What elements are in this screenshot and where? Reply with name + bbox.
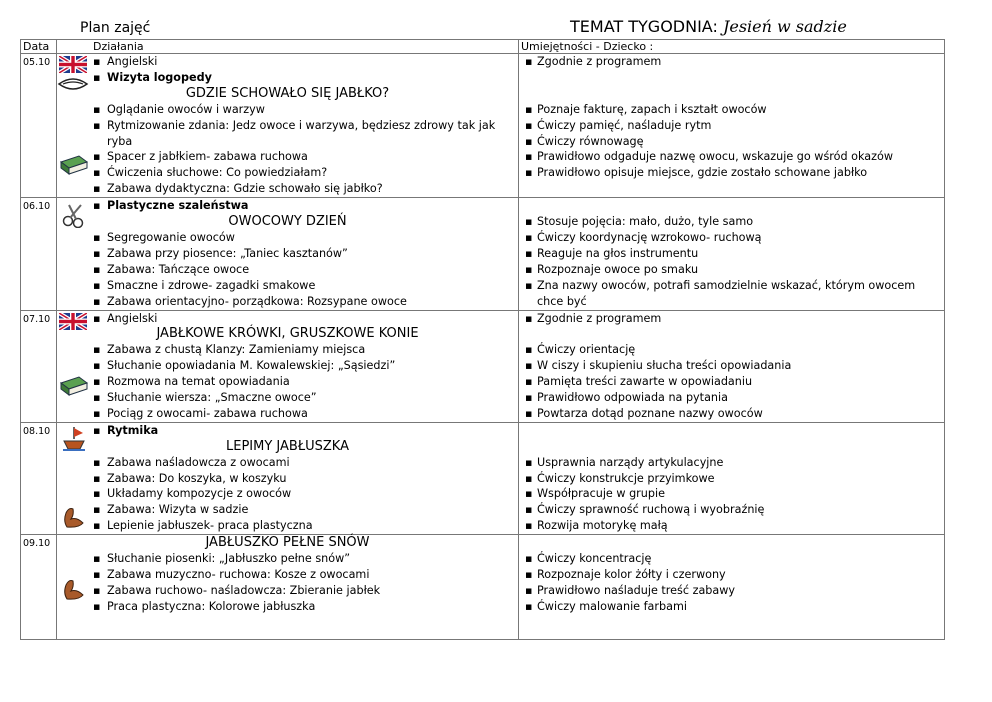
- date-column-header: Data: [21, 40, 57, 54]
- list-item: ▪ Prawidłowo odgaduje nazwę owocu, wskazuje go wśród okazów: [519, 149, 944, 165]
- list-item: ▪ Segregowanie owoców: [57, 230, 518, 246]
- day-skills: [519, 310, 945, 422]
- list-item: ▪ Ćwiczy orientację: [519, 342, 944, 358]
- list-item: ▪ Praca plastyczna: Kolorowe jabłuszka: [57, 599, 518, 615]
- table-header-row: [21, 40, 945, 54]
- list-item: ▪ Zgodnie z programem: [519, 54, 944, 70]
- day-date: 08.10: [21, 422, 57, 534]
- day-skills: [519, 422, 945, 534]
- day-activities: [57, 198, 519, 310]
- day-theme-title: OWOCOWY DZIEŃ: [228, 214, 347, 230]
- list-item: ▪ Zabawa: Do koszyka, w koszyku: [57, 471, 518, 487]
- list-item: ▪ Rytmizowanie zdania: Jedz owoce i warzywa, będziesz zdrowy tak jak ryba: [57, 118, 518, 150]
- list-item: ▪ Rytmika: [57, 423, 518, 439]
- list-item: ▪ Słuchanie piosenki: „Jabłuszko pełne snów”: [57, 551, 518, 567]
- week-topic-heading: [570, 17, 847, 36]
- plan-table: [20, 39, 945, 640]
- week-topic-value: Jesień w sadzie: [722, 17, 847, 36]
- list-item: ▪ Prawidłowo opisuje miejsce, gdzie zostało schowane jabłko: [519, 165, 944, 181]
- list-item: ▪ Prawidłowo odpowiada na pytania: [519, 390, 944, 406]
- day-date: 09.10: [21, 535, 57, 640]
- list-item: ▪ Zabawa muzyczno- ruchowa: Kosze z owocami: [57, 567, 518, 583]
- day-skills: [519, 198, 945, 310]
- spacer: [519, 423, 944, 439]
- list-item: ▪ Ćwiczenia słuchowe: Co powiedziałam?: [57, 165, 518, 181]
- day-activities: [57, 310, 519, 422]
- list-item: ▪ Współpracuje w grupie: [519, 486, 944, 502]
- list-item: ▪ Usprawnia narządy artykulacyjne: [519, 455, 944, 471]
- day-activities: [57, 54, 519, 198]
- list-item: ▪ Poznaje fakturę, zapach i kształt owoców: [519, 102, 944, 118]
- list-item: ▪ Słuchanie opowiadania M. Kowalewskiej: „Sąsiedzi”: [57, 358, 518, 374]
- list-item: ▪ Zabawa: Tańczące owoce: [57, 262, 518, 278]
- day-row: [21, 54, 945, 198]
- list-item: ▪ Pamięta treści zawarte w opowiadaniu: [519, 374, 944, 390]
- day-activities: [57, 422, 519, 534]
- list-item: ▪ Ćwiczy pamięć, naśladuje rytm: [519, 118, 944, 134]
- spacer: [519, 439, 944, 455]
- list-item: ▪ Zabawa dydaktyczna: Gdzie schowało się jabłko?: [57, 181, 518, 197]
- list-item: ▪ Oglądanie owoców i warzyw: [57, 102, 518, 118]
- week-topic-label: TEMAT TYGODNIA:: [570, 17, 718, 36]
- spacer: [519, 326, 944, 342]
- list-item: ▪ Słuchanie wiersza: „Smaczne owoce”: [57, 390, 518, 406]
- activities-column-header: Działania: [57, 40, 519, 54]
- skills-column-header: Umiejętności - Dziecko :: [519, 40, 945, 54]
- list-item: ▪ Ćwiczy koordynację wzrokowo- ruchową: [519, 230, 944, 246]
- list-item: ▪ Stosuje pojęcia: mało, dużo, tyle samo: [519, 214, 944, 230]
- list-item: ▪ Rozpoznaje owoce po smaku: [519, 262, 944, 278]
- list-item: ▪ Prawidłowo naśladuje treść zabawy: [519, 583, 944, 599]
- spacer: [519, 70, 944, 86]
- list-item: ▪ Wizyta logopedy: [57, 70, 518, 86]
- list-item: ▪ Reaguje na głos instrumentu: [519, 246, 944, 262]
- list-item: ▪ Smaczne i zdrowe- zagadki smakowe: [57, 278, 518, 294]
- day-theme-title: GDZIE SCHOWAŁO SIĘ JABŁKO?: [185, 85, 390, 101]
- day-theme-title: JABŁUSZKO PEŁNE SNÓW: [205, 535, 370, 551]
- list-item: ▪ Zgodnie z programem: [519, 311, 944, 327]
- day-date: 06.10: [21, 198, 57, 310]
- plan-title: Plan zajęć: [80, 20, 151, 36]
- day-row: [21, 422, 945, 534]
- list-item: ▪ Angielski: [57, 54, 518, 70]
- list-item: ▪ Ćwiczy równowagę: [519, 134, 944, 150]
- spacer: [519, 198, 944, 214]
- day-skills: [519, 535, 945, 640]
- list-item: ▪ Ćwiczy sprawność ruchową i wyobraźnię: [519, 502, 944, 518]
- list-item: ▪ Zabawa ruchowo- naśladowcza: Zbieranie jabłek: [57, 583, 518, 599]
- list-item: ▪ Lepienie jabłuszek- praca plastyczna: [57, 518, 518, 534]
- list-item: ▪ Zabawa naśladowcza z owocami: [57, 455, 518, 471]
- list-item: ▪ Zabawa z chustą Klanzy: Zamieniamy miejsca: [57, 342, 518, 358]
- day-skills: [519, 54, 945, 198]
- day-theme-title: LEPIMY JABŁUSZKA: [225, 438, 349, 454]
- list-item: ▪ Ćwiczy konstrukcje przyimkowe: [519, 471, 944, 487]
- list-item: ▪ Ćwiczy malowanie farbami: [519, 599, 944, 615]
- list-item: ▪ Plastyczne szaleństwa: [57, 198, 518, 214]
- list-item: ▪ Pociąg z owocami- zabawa ruchowa: [57, 406, 518, 422]
- list-item: ▪ Rozpoznaje kolor żółty i czerwony: [519, 567, 944, 583]
- day-row: [21, 198, 945, 310]
- list-item: ▪ Rozwija motorykę małą: [519, 518, 944, 534]
- spacer: [519, 86, 944, 102]
- day-row: [21, 535, 945, 640]
- day-activities: [57, 535, 519, 640]
- list-item: ▪ Ćwiczy koncentrację: [519, 551, 944, 567]
- list-item: ▪ Zabawa przy piosence: „Taniec kasztanów”: [57, 246, 518, 262]
- day-theme-title: JABŁKOWE KRÓWKI, GRUSZKOWE KONIE: [156, 326, 419, 342]
- list-item: ▪ Zna nazwy owoców, potrafi samodzielnie wskazać, którym owocem chce być: [519, 278, 944, 310]
- list-item: ▪ Angielski: [57, 311, 518, 327]
- day-row: [21, 310, 945, 422]
- list-item: ▪ Zabawa orientacyjno- porządkowa: Rozsypane owoce: [57, 294, 518, 310]
- list-item: ▪ Zabawa: Wizyta w sadzie: [57, 502, 518, 518]
- day-date: 05.10: [21, 54, 57, 198]
- list-item: ▪ Powtarza dotąd poznane nazwy owoców: [519, 406, 944, 422]
- list-item: ▪ Spacer z jabłkiem- zabawa ruchowa: [57, 149, 518, 165]
- spacer: [519, 535, 944, 551]
- day-date: 07.10: [21, 310, 57, 422]
- list-item: ▪ W ciszy i skupieniu słucha treści opowiadania: [519, 358, 944, 374]
- list-item: ▪ Rozmowa na temat opowiadania: [57, 374, 518, 390]
- list-item: ▪ Układamy kompozycje z owoców: [57, 486, 518, 502]
